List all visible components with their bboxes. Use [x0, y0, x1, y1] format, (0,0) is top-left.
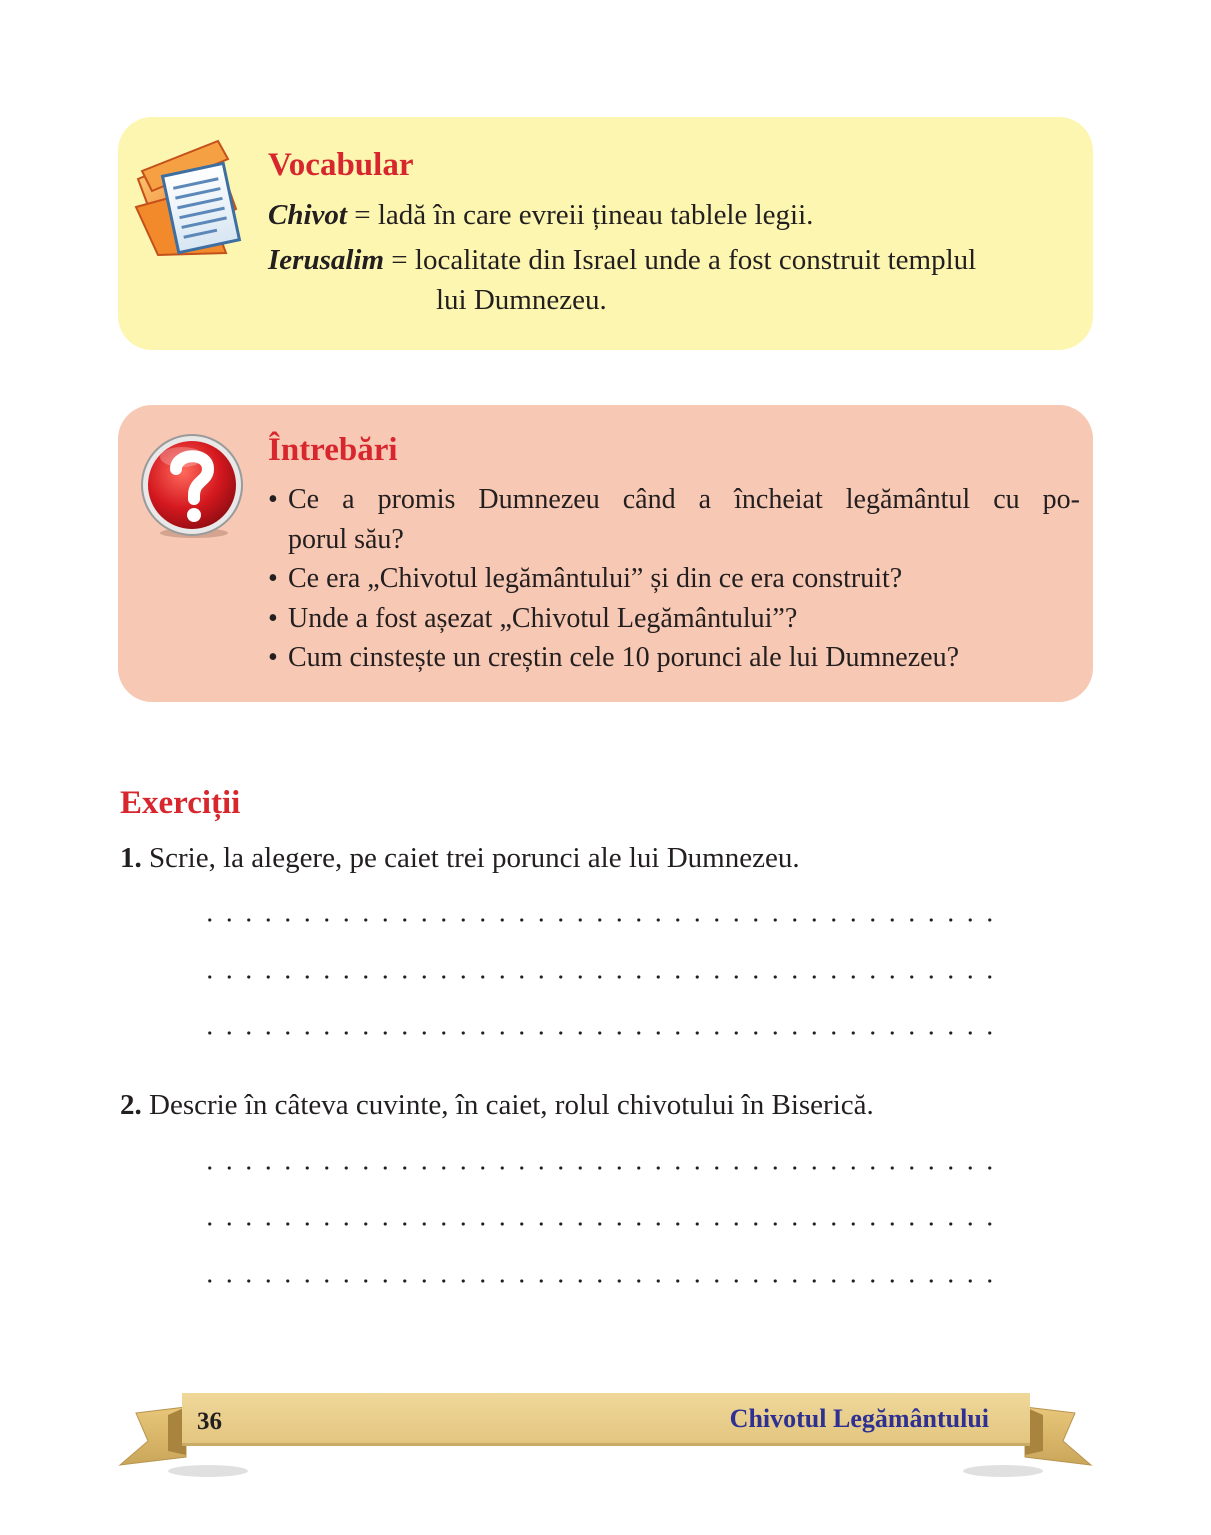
- question-text: Cum cinstește un creștin cele 10 porunci ale lui Dumnezeu?: [288, 642, 960, 673]
- question-mark-icon: [136, 431, 248, 543]
- vocab-definition: localitate din Israel unde a fost construit templul: [414, 244, 977, 276]
- answer-dotted-line[interactable]: [200, 1222, 1000, 1226]
- answer-dotted-line[interactable]: [200, 1031, 1000, 1035]
- exercise-2: [120, 1089, 874, 1122]
- vocabulary-box: [118, 117, 1093, 350]
- answer-dotted-line[interactable]: [200, 975, 1000, 979]
- questions-title: Întrebări: [268, 432, 398, 468]
- vocabulary-title: Vocabular: [268, 147, 414, 183]
- bullet: •: [268, 642, 278, 673]
- exercise-text: Descrie în câteva cuvinte, în caiet, rolul chivotului în Biserică.: [141, 1089, 874, 1121]
- vocab-entry-chivot: [268, 195, 813, 235]
- footer-ribbon: [118, 1385, 1093, 1485]
- bullet: •: [268, 602, 278, 634]
- question-item: [268, 599, 1080, 639]
- documents-icon: [132, 139, 254, 257]
- vocab-definition-continuation: lui Dumnezeu.: [436, 284, 607, 316]
- vocab-equals: =: [384, 244, 415, 276]
- question-item: [268, 480, 1080, 559]
- answer-dotted-line[interactable]: [200, 1279, 1000, 1283]
- questions-list: [268, 480, 1080, 678]
- question-text: Ce era „Chivotul legământului” și din ce era construit?: [288, 563, 903, 594]
- vocab-definition: ladă în care evreii țineau tablele legii.: [377, 199, 814, 231]
- exercises-title: Exerciții: [120, 785, 241, 821]
- answer-dotted-line[interactable]: [200, 1166, 1000, 1170]
- exercise-text: Scrie, la alegere, pe caiet trei porunci ale lui Dumnezeu.: [141, 842, 800, 874]
- questions-box: [118, 405, 1093, 702]
- bullet: •: [268, 563, 278, 594]
- question-text-continuation: porul său?: [288, 523, 404, 555]
- exercise-number: 2.: [120, 1089, 142, 1121]
- vocab-term: Chivot: [268, 199, 347, 231]
- bullet: •: [268, 484, 278, 515]
- question-text: Unde a fost așezat „Chivotul Legământului”?: [288, 602, 798, 634]
- vocab-equals: =: [346, 199, 378, 231]
- exercise-1: [120, 842, 800, 875]
- question-item: [268, 638, 1080, 678]
- vocab-entry-ierusalim: [268, 240, 976, 280]
- question-item: [268, 559, 1080, 599]
- question-text: Ce a promis Dumnezeu când a încheiat legământul cu po-: [288, 484, 1080, 515]
- vocab-term: Ierusalim: [268, 244, 385, 276]
- page-number: 36: [197, 1408, 222, 1435]
- exercise-number: 1.: [120, 842, 142, 874]
- answer-dotted-line[interactable]: [200, 918, 1000, 922]
- chapter-title: Chivotul Legământului: [729, 1404, 989, 1433]
